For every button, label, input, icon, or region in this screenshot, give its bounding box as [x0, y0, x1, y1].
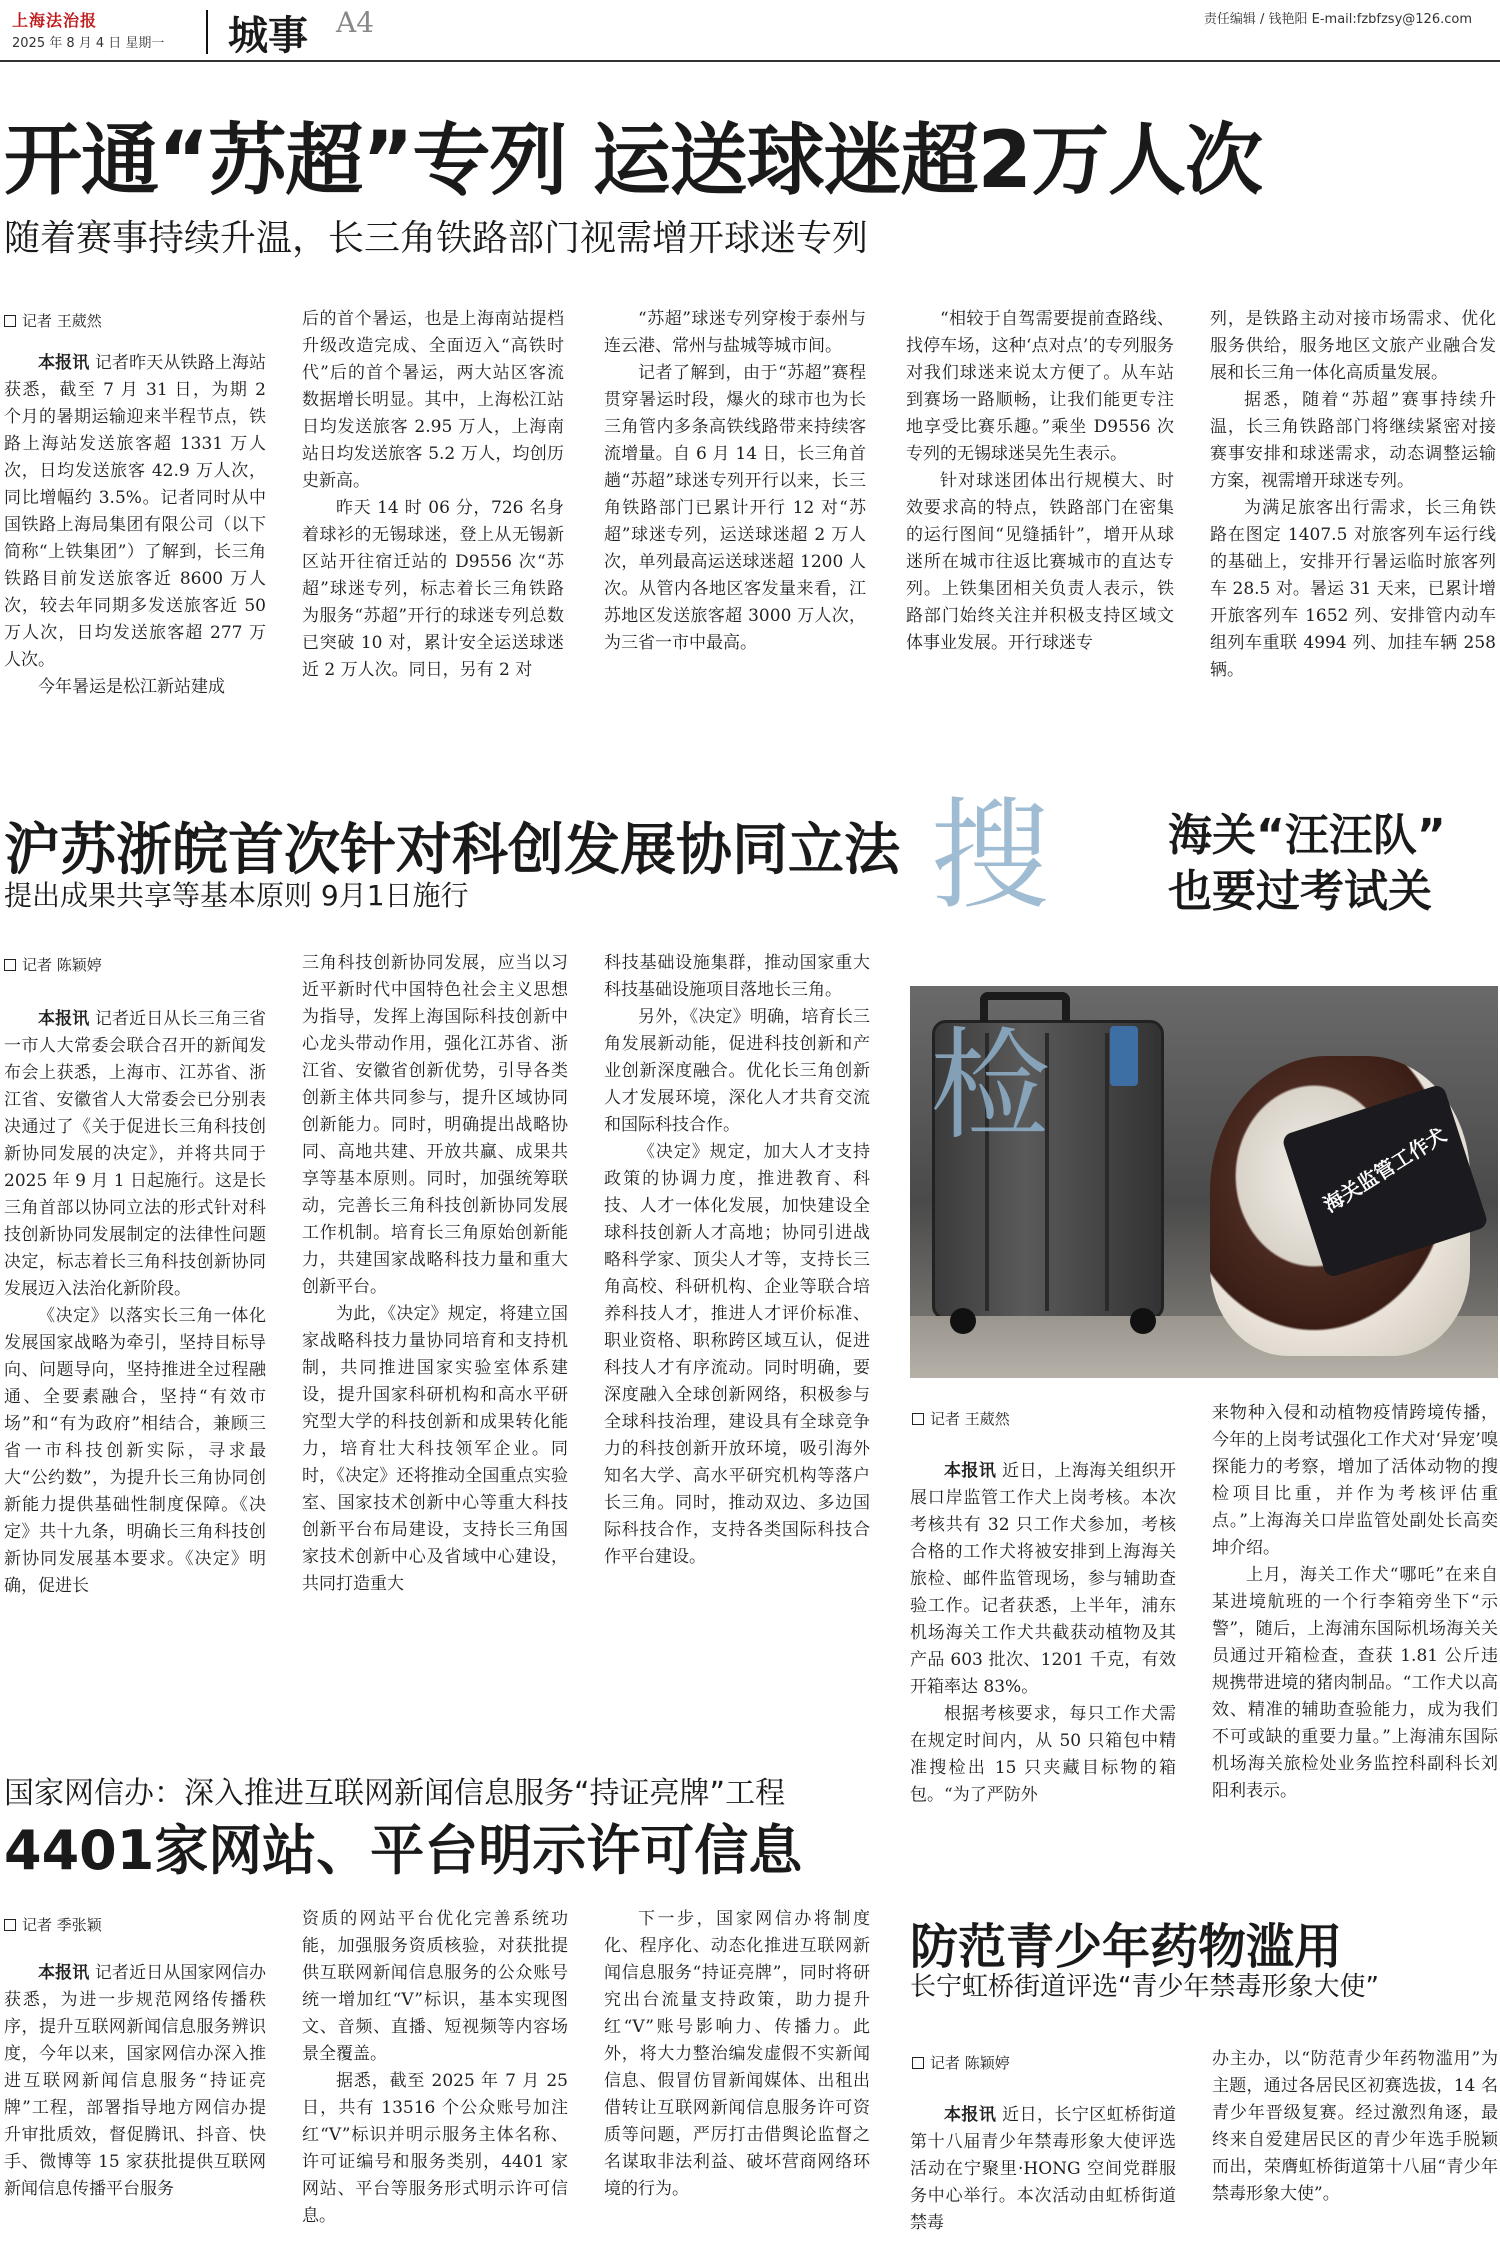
story2-col-3: [604, 950, 870, 1714]
customs-byline: [912, 1408, 1010, 1429]
story2-subhead: 提出成果共享等基本原则 9月1日施行: [4, 879, 469, 912]
story4-lead: 本报讯: [944, 2105, 997, 2125]
story4-byline-text: 记者 陈颖婷: [930, 2054, 1010, 2072]
story3-col-1: [4, 1960, 266, 2252]
story3-col-2: [302, 1906, 568, 2252]
story2-headline: 沪苏浙皖首次针对科创发展协同立法: [4, 818, 900, 883]
story1-col-2: [302, 306, 564, 760]
story2-byline-text: 记者 陈颖婷: [22, 956, 102, 974]
luggage-tag: [1110, 1026, 1138, 1086]
paragraph: 记者了解到，由于“苏超”赛程贯穿暑运时段，爆火的球市也为长三角管内多条高铁线路带来持续客流增量。自 6 月 14 日，长三角首趟“苏超”球迷专列开行以来，长三角铁路部门已累计开行 12 对“苏超”球迷专列，运送球迷超 2 万人次，单列最高运送球迷超 1200 人次。从管内各地区客发量来看，江苏地区发送旅客超 3000 万人次，为三省一市中最高。: [604, 363, 866, 653]
story1-byline-text: 记者 王葳然: [22, 312, 102, 330]
paragraph: 根据考核要求，每只工作犬需在规定时间内，从 50 只箱包中精准搜检出 15 只夹藏目标物的箱包。“为了严防外: [910, 1704, 1176, 1805]
story1-col-1: [4, 350, 266, 760]
story1-lead: 本报讯: [38, 353, 90, 373]
customs-headline-line2: 也要过考试关: [1168, 866, 1432, 917]
story2-col-2: [302, 950, 568, 1714]
story1-col-3: [604, 306, 866, 760]
story3-byline: [4, 1914, 102, 1935]
story1-col-5-text: 列，是铁路主动对接市场需求、优化服务供给，服务地区文旅产业融合发展和长三角一体化高质量发展。: [1210, 309, 1496, 383]
story2-col-2-text: 三角科技创新协同发展，应当以习近平新时代中国特色社会主义思想为指导，发挥上海国际科技创新中心龙头带动作用，强化江苏省、浙江省、安徽省创新优势，引导各类创新主体共同参与，提升区域协同创新能力。同时，明确提出战略协同、高地共建、开放共赢、成果共享等基本原则。同时，加强统筹联动，完善长三角科技创新协同发展工作机制。培育长三角原始创新能力，共建国家战略科技力量和重大创新平台。: [302, 953, 568, 1297]
story3-pre-headline: 国家网信办：深入推进互联网新闻信息服务“持证亮牌”工程: [4, 1776, 786, 1811]
customs-col-2: [1212, 1400, 1498, 1862]
story1-headline: 开通“苏超”专列 运送球迷超2万人次: [4, 116, 1262, 206]
editor-credit: 责任编辑 / 钱艳阳 E-mail:fzbfzsy@126.com: [1203, 12, 1472, 27]
story3-byline-text: 记者 季张颖: [22, 1916, 102, 1934]
story1-col-4: [906, 306, 1174, 760]
page-number: A4: [336, 6, 375, 39]
story3-col-1-text: 记者近日从国家网信办获悉，为进一步规范网络传播秩序，提升互联网新闻信息服务辨识度，今年以来，国家网信办深入推进互联网新闻信息服务“持证亮牌”工程，部署指导地方网信办提升审批质效，督促腾讯、抖音、快手、微博等 15 家获批提供互联网新闻信息传播平台服务: [4, 1963, 266, 2199]
story4-col-2-text: 办主办，以“防范青少年药物滥用”为主题，通过各居民区初赛选拔，14 名青少年晋级复赛。经过激烈角逐，最终来自爱建居民区的青少年选手脱颖而出，荣膺虹桥街道第十八届“青少年禁毒形象大使”。: [1212, 2049, 1498, 2204]
paragraph: 为满足旅客出行需求，长三角铁路在图定 1407.5 对旅客列车运行线的基础上，安排开行暑运临时旅客列车 28.5 对。暑运 31 天来，已累计增开旅客列车 1652 列、安排管内动车组列车重联 4994 列、加挂车辆 258 辆。: [1210, 498, 1496, 680]
calligraphy-char-sou: 搜: [930, 787, 1050, 926]
story4-col-1-text: 近日，长宁区虹桥街道第十八届青少年禁毒形象大使评选活动在宁聚里·HONG 空间党群服务中心举行。本次活动由虹桥街道禁毒: [910, 2105, 1176, 2233]
story4-subhead: 长宁虹桥街道评选“青少年禁毒形象大使”: [910, 1972, 1379, 2002]
story4-headline: 防范青少年药物滥用: [910, 1919, 1343, 1975]
story2-col-1: [4, 1006, 266, 1714]
paragraph: 据悉，截至 2025 年 7 月 25 日，共有 13516 个公众账号加注红“V”标识并明示服务主体名称、许可证编号和服务类别，4401 家网站、平台等服务形式明示许可信息。: [302, 2071, 568, 2226]
customs-col-1-text: 近日，上海海关组织开展口岸监管工作犬上岗考核。本次考核共有 32 只工作犬参加，考核合格的工作犬将被安排到上海海关旅检、邮件监管现场，参与辅助查验工作。记者获悉，上半年，浦东机场海关工作犬共截获动植物及其产品 603 批次、1201 千克，有效开箱率达 83%。: [910, 1461, 1176, 1697]
paragraph: 据悉，随着“苏超”赛事持续升温，长三角铁路部门将继续紧密对接赛事安排和球迷需求，动态调整运输方案，视需增开球迷专列。: [1210, 390, 1496, 491]
story1-col-1-text: 记者昨天从铁路上海站获悉，截至 7 月 31 日，为期 2 个月的暑期运输迎来半程节点，铁路上海站发送旅客超 1331 万人次，日均发送旅客 42.9 万人次，同比增幅约 3.5%。记者同时从中国铁路上海局集团有限公司（以下简称“上铁集团”）了解到，长三角铁路目前发送旅客近 8600 万人次，较去年同期多发送旅客近 50 万人次，日均发送旅客超 277 万人次。: [4, 353, 266, 670]
story1-col-4-text: “相较于自驾需要提前查路线、找停车场，这种‘点对点’的专列服务对我们球迷来说太方便了。从车站到赛场一路顺畅，让我们能更专注地享受比赛乐趣。”乘坐 D9556 次专列的无锡球迷吴先生表示。: [906, 309, 1174, 464]
story3-col-3-text: 下一步，国家网信办将制度化、程序化、动态化推进互联网新闻信息服务“持证亮牌”，同时将研究出台流量支持政策，助力提升红“V”账号影响力、传播力。此外，将大力整治编发虚假不实新闻信息、假冒仿冒新闻媒体、出租出借转让互联网新闻信息服务许可资质等问题，严厉打击借舆论监督之名谋取非法利益、破坏营商网络环境的行为。: [604, 1909, 870, 2199]
paragraph: 另外，《决定》明确，培育长三角发展新动能，促进科技创新和产业创新深度融合。优化长三角创新人才发展环境，深化人才共育交流和国际科技合作。: [604, 1007, 870, 1135]
story1-subhead: 随着赛事持续升温，长三角铁路部门视需增开球迷专列: [4, 218, 869, 259]
story4-byline: [912, 2052, 1010, 2073]
story2-col-3-text: 科技基础设施集群，推动国家重大科技基础设施项目落地长三角。: [604, 953, 870, 1000]
paragraph: 《决定》以落实长三角一体化发展国家战略为牵引，坚持目标导向、问题导向，坚持推进全过程融通、全要素融合，坚持“有效市场”和“有为政府”相结合，兼顾三省一市科技创新实际，寻求最大“公约数”，为提升长三角协同创新能力提供基础性制度保障。《决定》共十九条，明确长三角科技创新协同发展基本要求。《决定》明确，促进长: [4, 1306, 266, 1596]
customs-col-2-text: 来物种入侵和动植物疫情跨境传播，今年的上岗考试强化工作犬对‘异宠’嗅探能力的考察，增加了活体动物的搜检项目比重，并作为考核评估重点。”上海海关口岸监管处副处长高奕坤介绍。: [1212, 1403, 1498, 1558]
issue-date: 2025 年 8 月 4 日 星期一: [12, 36, 165, 51]
section-name: 城事: [228, 13, 308, 59]
paragraph: 上月，海关工作犬“哪吒”在来自某进境航班的一个行李箱旁坐下“示警”，随后，上海浦东国际机场海关关员通过开箱检查，查获 1.81 公斤违规携带进境的猪肉制品。“工作犬以高效、精准的辅助查验能力，成为我们不可或缺的重要力量。”上海浦东国际机场海关旅检处业务监控科副科长刘阳利表示。: [1212, 1565, 1498, 1801]
story2-lead: 本报讯: [38, 1009, 90, 1029]
masthead-rule: [0, 60, 1500, 62]
story3-lead: 本报讯: [38, 1963, 90, 1983]
calligraphy-char-jian: 检: [930, 1017, 1050, 1156]
customs-lead: 本报讯: [944, 1461, 997, 1481]
story1-col-3-text: “苏超”球迷专列穿梭于泰州与连云港、常州与盐城等城市间。: [604, 309, 866, 356]
story4-col-2: [1212, 2046, 1498, 2252]
paragraph: 《决定》规定，加大人才支持政策的协调力度，推进教育、科技、人才一体化发展，加快建设全球科技创新人才高地；协同引进战略科学家、顶尖人才等，支持长三角高校、科研机构、企业等联合培养科技人才，推进人才评价标准、职业资格、职称跨区域互认，促进科技人才有序流动。同时明确，要深度融入全球创新网络，积极参与全球科技治理，建设具有全球竞争力的科技创新开放环境，吸引海外知名大学、高水平研究机构等落户长三角。同时，推动双边、多边国际科技合作，支持各类国际科技合作平台建设。: [604, 1142, 870, 1567]
story3-col-2-text: 资质的网站平台优化完善系统功能，加强服务资质核验，对获批提供互联网新闻信息服务的公众账号统一增加红“V”标识，基本实现图文、音频、直播、短视频等内容场景全覆盖。: [302, 1909, 568, 2064]
customs-col-1: [910, 1458, 1176, 1862]
paragraph: 今年暑运是松江新站建成: [38, 677, 225, 697]
paragraph: 针对球迷团体出行规模大、时效要求高的特点，铁路部门在密集的运行图间“见缝插针”，增开从球迷所在城市往返比赛城市的直达专列。上铁集团相关负责人表示，铁路部门始终关注并积极支持区域文体事业发展。开行球迷专: [906, 471, 1174, 653]
story1-col-5: [1210, 306, 1496, 760]
paragraph: 为此，《决定》规定，将建立国家战略科技力量协同培育和支持机制，共同推进国家实验室体系建设，提升国家科研机构和高水平研究型大学的科技创新和成果转化能力，培育壮大科技领军企业。同时，《决定》还将推动全国重点实验室、国家技术创新中心等重大科技创新平台布局建设，支持长三角国家技术创新中心及省域中心建设，共同打造重大: [302, 1304, 568, 1594]
story4-col-1: [910, 2102, 1176, 2252]
customs-byline-text: 记者 王葳然: [930, 1410, 1010, 1428]
customs-headline-line1: 海关“汪汪队”: [1168, 810, 1446, 861]
story1-col-2-text: 后的首个暑运，也是上海南站提档升级改造完成、全面迈入“高铁时代”后的首个暑运，两大站区客流数据增长明显。其中，上海松江站日均发送旅客 2.95 万人，上海南站日均发送旅客 5.2 万人，均创历史新高。: [302, 309, 564, 491]
story3-headline: 4401家网站、平台明示许可信息: [4, 1819, 803, 1882]
newspaper-logo: 上海法治报: [12, 11, 98, 30]
masthead-divider: [206, 10, 208, 54]
story2-byline: [4, 954, 102, 975]
customs-headline: [1168, 808, 1446, 920]
paragraph: 昨天 14 时 06 分，726 名身着球衫的无锡球迷，登上从无锡新区站开往宿迁站的 D9556 次“苏超”球迷专列，标志着长三角铁路为服务“苏超”开行的球迷专列总数已突破 10 对，累计安全运送球迷近 2 万人次。同日，另有 2 对: [302, 498, 564, 680]
story2-col-1-text: 记者近日从长三角三省一市人大常委会联合召开的新闻发布会上获悉，上海市、江苏省、浙江省、安徽省人大常委会已分别表决通过了《关于促进长三角科技创新协同发展的决定》，并将共同于 2025 年 9 月 1 日起施行。这是长三角首部以协同立法的形式针对科技创新协同发展制定的法律性问题决定，标志着长三角科技创新协同发展迈入法治化新阶段。: [4, 1009, 266, 1299]
dog-vest-text: 海关监管工作犬: [1319, 1122, 1451, 1218]
story1-byline: [4, 310, 102, 331]
story3-col-3: [604, 1906, 870, 2252]
